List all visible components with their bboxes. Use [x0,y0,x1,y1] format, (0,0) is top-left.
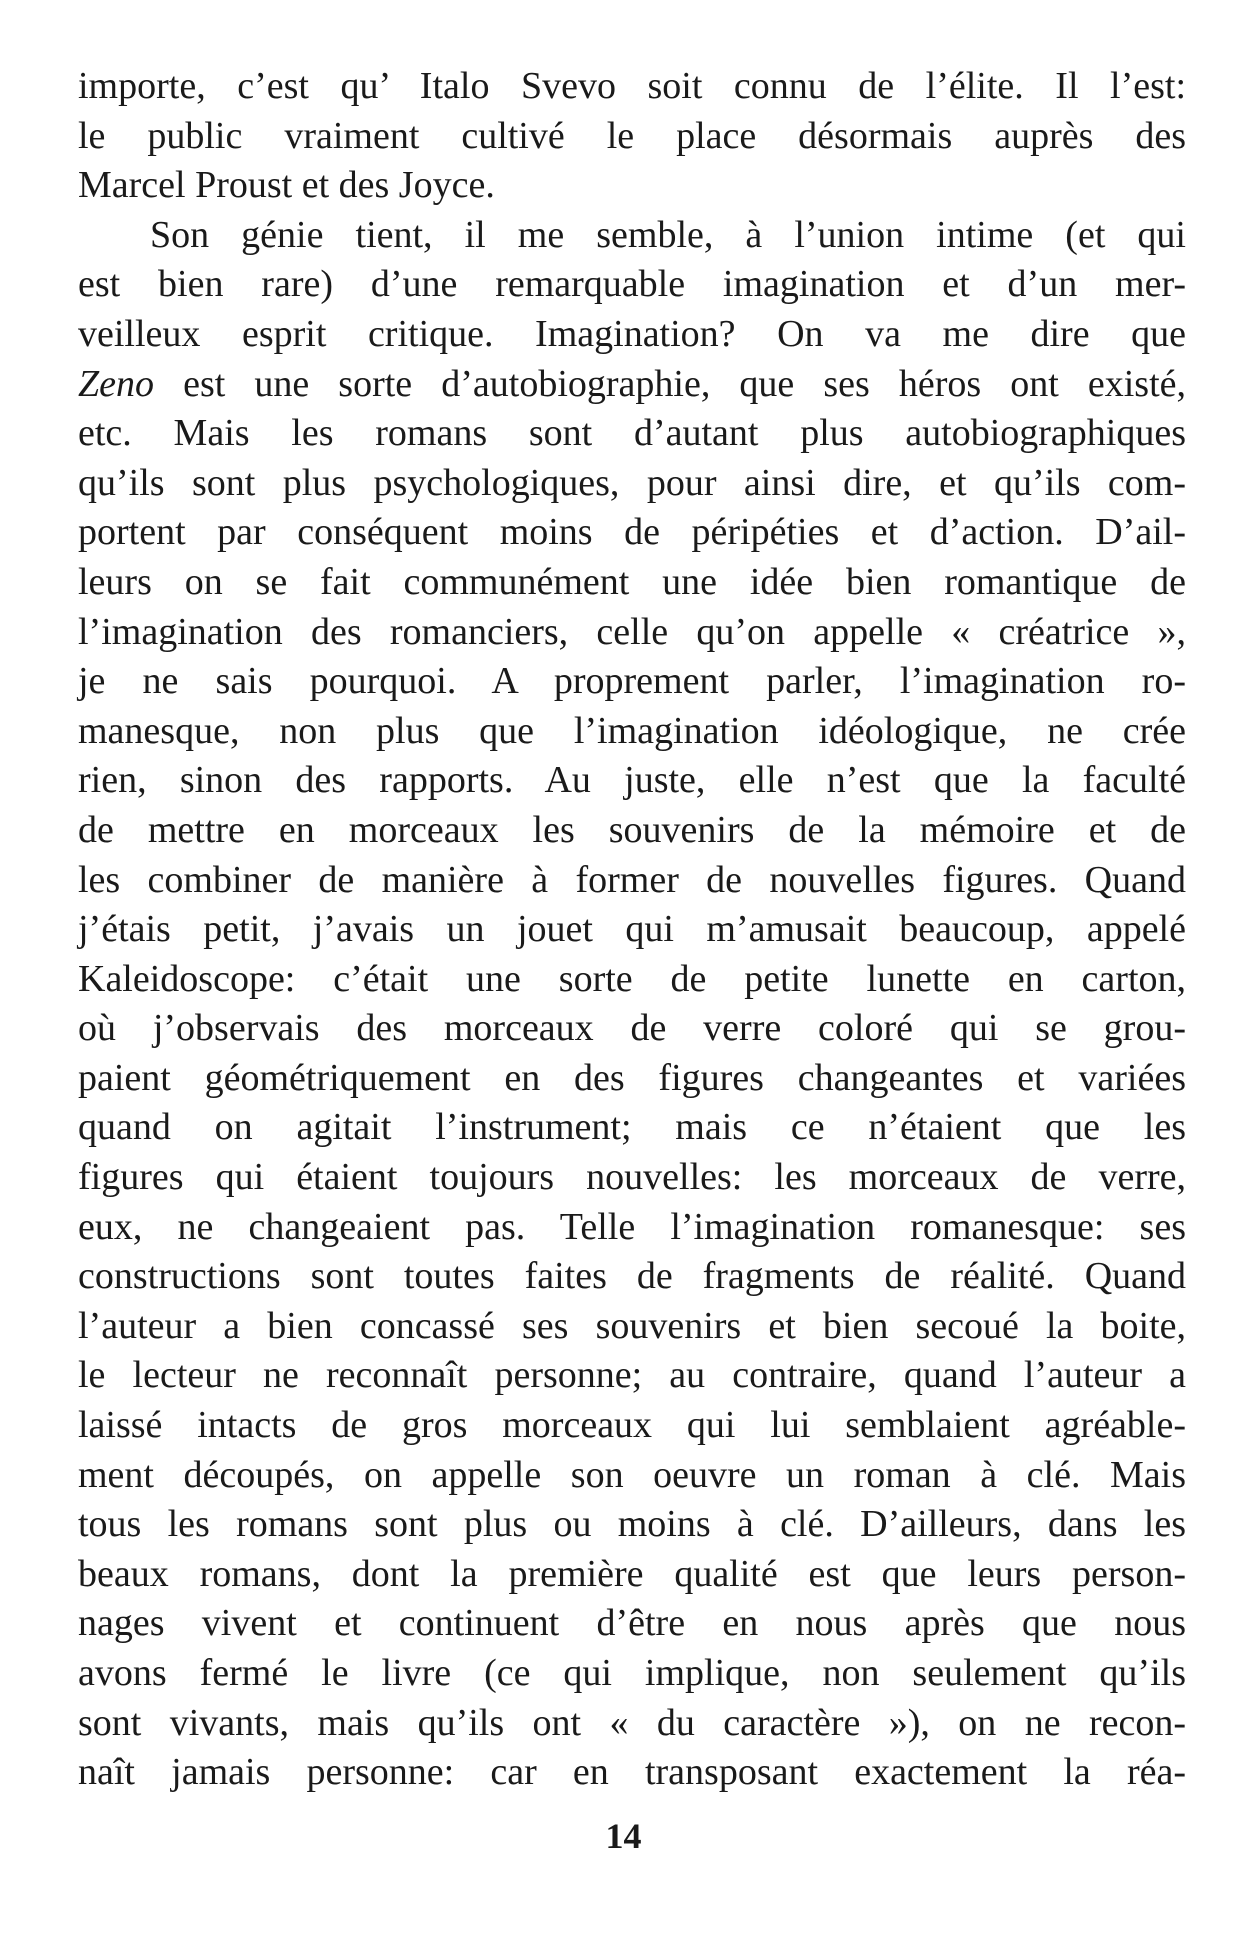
text-line: etc. Mais les romans sont d’autant plus autobiographiques [78,412,1186,455]
text-line: avons fermé le livre (ce qui implique, non seulement qu’ils [78,1652,1186,1694]
text-line: manesque, non plus que l’imagination idéologique, ne crée [78,709,1186,752]
paragraph-start-line: Son génie tient, il me semble, à l’union intime (et qui [150,213,1186,256]
body-text [78,62,1186,1798]
page-number: 14 [605,1816,642,1856]
text-line: le public vraiment cultivé le place désormais auprès des [78,114,1186,157]
text-line: Kaleidoscope: c’était une sorte de petite lunette en carton, [78,957,1186,1000]
text-line: leurs on se fait communément une idée bien romantique de [78,560,1186,603]
text-line: veilleux esprit critique. Imagination? On va me dire que [78,312,1186,355]
text-line: qu’ils sont plus psychologiques, pour ainsi dire, et qu’ils com- [78,461,1186,504]
text-line: quand on agitait l’instrument; mais ce n’étaient que les [78,1106,1186,1149]
text-line: ment découpés, on appelle son oeuvre un roman à clé. Mais [78,1453,1186,1496]
text-line: importe, c’est qu’ Italo Svevo soit connu de l’élite. Il l’est: [78,65,1186,107]
text-line: les combiner de manière à former de nouvelles figures. Quand [78,858,1186,901]
text-line: eux, ne changeaient pas. Telle l’imagination romanesque: ses [78,1205,1186,1248]
text-line: le lecteur ne reconnaît personne; au contraire, quand l’auteur a [78,1354,1186,1397]
text-line: l’auteur a bien concassé ses souvenirs et bien secoué la boite, [78,1304,1186,1347]
text-line: beaux romans, dont la première qualité est que leurs person- [78,1552,1186,1595]
text-line-continuation: est une sorte d’autobiographie, que ses héros ont existé, [154,362,1186,405]
text-line: laissé intacts de gros morceaux qui lui semblaient agréable- [78,1404,1186,1447]
text-line: j’étais petit, j’avais un jouet qui m’amusait beaucoup, appelé [78,908,1186,951]
text-line: rien, sinon des rapports. Au juste, elle n’est que la faculté [78,759,1186,802]
text-line: constructions sont toutes faites de fragments de réalité. Quand [78,1255,1186,1298]
text-line: l’imagination des romanciers, celle qu’on appelle « créatrice », [78,610,1186,653]
text-line: sont vivants, mais qu’ils ont « du caractère »), on ne recon- [78,1701,1186,1744]
text-line: de mettre en morceaux les souvenirs de la mémoire et de [78,808,1186,851]
text-line: je ne sais pourquoi. A proprement parler, l’imagination ro- [78,660,1186,703]
text-line: est bien rare) d’une remarquable imagination et d’un mer- [78,263,1186,306]
text-line [78,360,1186,410]
text-line: où j’observais des morceaux de verre coloré qui se grou- [78,1007,1186,1050]
text-line: Marcel Proust et des Joyce. [78,164,495,207]
text-line: figures qui étaient toujours nouvelles: les morceaux de verre, [78,1156,1186,1199]
italic-title-zeno: Zeno [78,362,154,405]
text-line: tous les romans sont plus ou moins à clé. D’ailleurs, dans les [78,1503,1186,1546]
text-line: naît jamais personne: car en transposant exactement la réa- [78,1751,1186,1794]
text-line: paient géométriquement en des figures changeantes et variées [78,1056,1186,1099]
text-line: portent par conséquent moins de péripéties et d’action. D’ail- [78,511,1186,554]
text-line: nages vivent et continuent d’être en nous après que nous [78,1602,1186,1645]
